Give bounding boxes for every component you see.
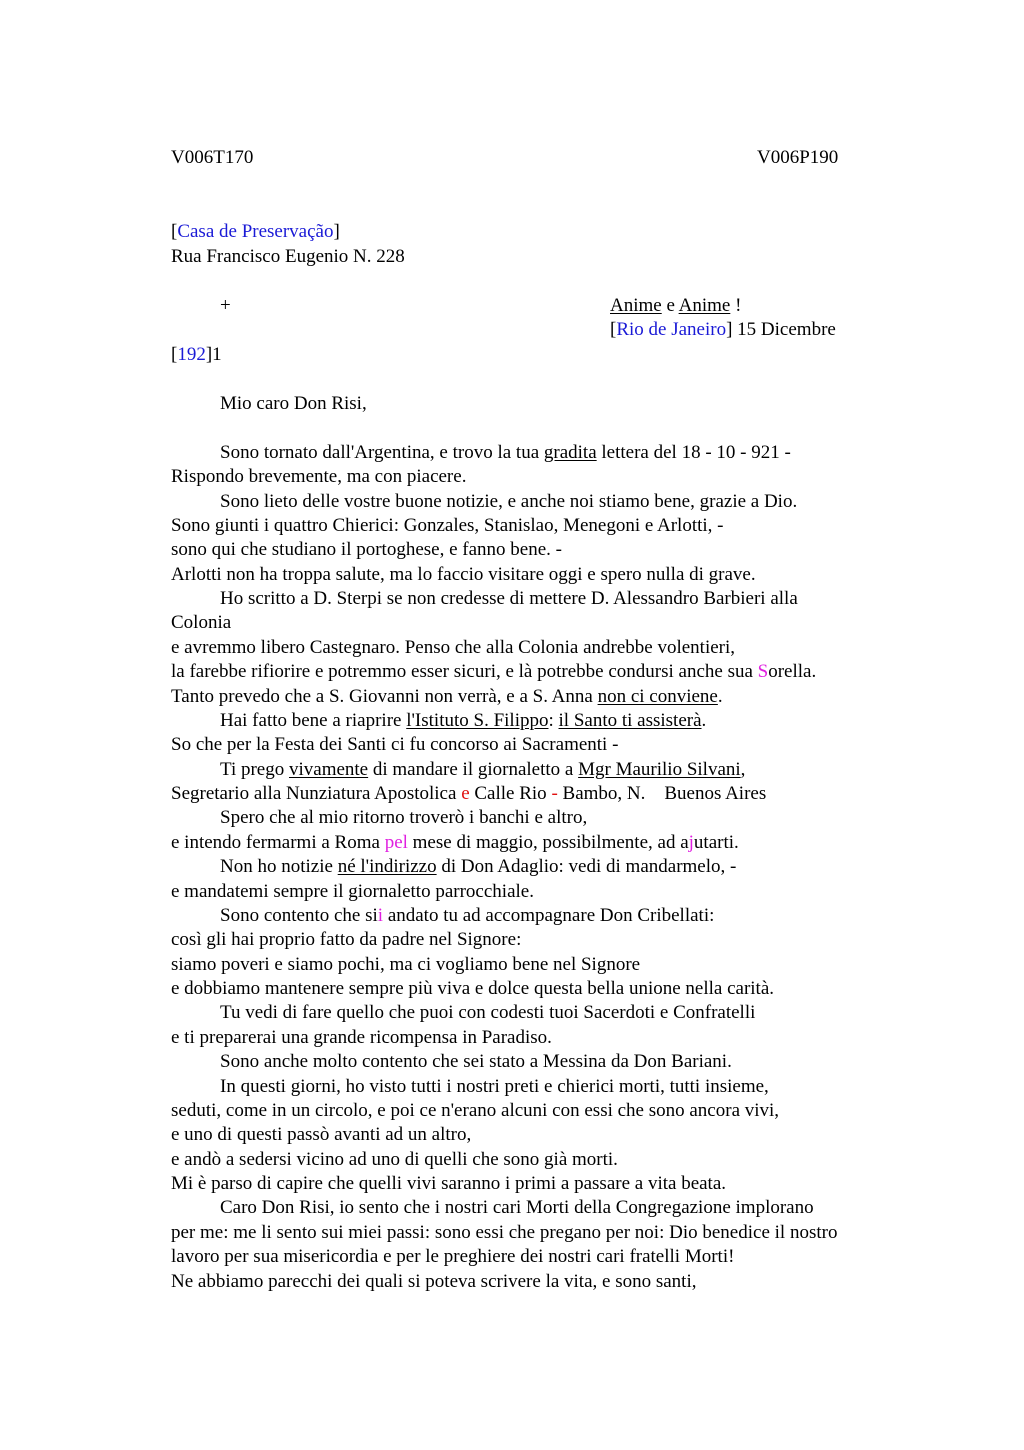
body-line: sono qui che studiano il portoghese, e fanno bene. - — [171, 539, 562, 560]
salutation: Mio caro Don Risi, — [220, 393, 367, 414]
institution-line: [Casa de Preservação] — [171, 221, 340, 242]
body-line: Hai fatto bene a riaprire l'Istituto S. Filippo: il Santo ti assisterà. — [220, 710, 707, 731]
cross-symbol: + — [220, 295, 231, 316]
place-name: Rio de Janeiro — [616, 319, 727, 340]
body-line: So che per la Festa dei Santi ci fu concorso ai Sacramenti - — [171, 734, 619, 755]
institution-name: Casa de Preservação — [177, 221, 334, 242]
street-address: Rua Francisco Eugenio N. 228 — [171, 246, 405, 267]
body-line: In questi giorni, ho visto tutti i nostri preti e chierici morti, tutti insieme, — [220, 1076, 769, 1097]
body-line: Sono giunti i quattro Chierici: Gonzales, Stanislao, Menegoni e Arlotti, - — [171, 515, 724, 536]
body-line: Spero che al mio ritorno troverò i banchi e altro, — [220, 807, 588, 828]
motto: Anime e Anime ! — [610, 295, 742, 316]
body-line: Rispondo brevemente, ma con piacere. — [171, 466, 467, 487]
body-line: Sono tornato dall'Argentina, e trovo la tua gradita lettera del 18 - 10 - 921 - — [220, 442, 791, 463]
body-line: Sono contento che sii andato tu ad accompagnare Don Cribellati: — [220, 905, 715, 926]
body-line: Ti prego vivamente di mandare il giornaletto a Mgr Maurilio Silvani, — [220, 759, 746, 780]
body-line: Arlotti non ha troppa salute, ma lo faccio visitare oggi e spero nulla di grave. — [171, 564, 756, 585]
body-line: siamo poveri e siamo pochi, ma ci vogliamo bene nel Signore — [171, 954, 641, 975]
body-line: Non ho notizie né l'indirizzo di Don Adaglio: vedi di mandarmelo, - — [220, 856, 737, 877]
body-line: per me: me li sento sui miei passi: sono essi che pregano per noi: Dio benedice il nostro — [171, 1222, 838, 1243]
body-line: e andò a sedersi vicino ad uno di quelli che sono già morti. — [171, 1149, 618, 1170]
body-line: Tu vedi di fare quello che puoi con codesti tuoi Sacerdoti e Confratelli — [220, 1002, 756, 1023]
body-line: Colonia — [171, 612, 232, 633]
year: [192]1 — [171, 344, 222, 365]
body-line: così gli hai proprio fatto da padre nel Signore: — [171, 929, 522, 950]
body-line: seduti, come in un circolo, e poi ce n'erano alcuni con essi che sono ancora vivi, — [171, 1100, 780, 1121]
body-line: Mi è parso di capire che quelli vivi saranno i primi a passare a vita beata. — [171, 1173, 727, 1194]
body-line: Tanto prevedo che a S. Giovanni non verrà, e a S. Anna non ci conviene. — [171, 686, 723, 707]
body-line: e uno di questi passò avanti ad un altro, — [171, 1124, 472, 1145]
body-line: Caro Don Risi, io sento che i nostri cari Morti della Congregazione implorano — [220, 1197, 814, 1218]
body-line: e intendo fermarmi a Roma pel mese di maggio, possibilmente, ad ajutarti. — [171, 832, 739, 853]
body-line: Segretario alla Nunziatura Apostolica e Calle Rio - Bambo, N. Buenos Aires — [171, 783, 767, 804]
body-line: e ti preparerai una grande ricompensa in Paradiso. — [171, 1027, 552, 1048]
body-line: Ne abbiamo parecchi dei quali si poteva scrivere la vita, e sono santi, — [171, 1271, 697, 1292]
body-line: e mandatemi sempre il giornaletto parrocchiale. — [171, 881, 534, 902]
body-line: la farebbe rifiorire e potremmo esser sicuri, e là potrebbe condursi anche sua Sorella. — [171, 661, 817, 682]
body-line: e avremmo libero Castegnaro. Penso che alla Colonia andrebbe volentieri, — [171, 637, 736, 658]
body-line: lavoro per sua misericordia e per le preghiere dei nostri cari fratelli Morti! — [171, 1246, 735, 1267]
document-code-left: V006T170 — [171, 147, 254, 168]
body-line: Sono lieto delle vostre buone notizie, e anche noi stiamo bene, grazie a Dio. — [220, 491, 798, 512]
body-line: Sono anche molto contento che sei stato a Messina da Don Bariani. — [220, 1051, 732, 1072]
body-line: e dobbiamo mantenere sempre più viva e dolce questa bella unione nella carità. — [171, 978, 775, 999]
document-code-right: V006P190 — [757, 147, 839, 168]
place-date: [Rio de Janeiro] 15 Dicembre — [610, 319, 836, 340]
body-line: Ho scritto a D. Sterpi se non credesse di mettere D. Alessandro Barbieri alla — [220, 588, 798, 609]
